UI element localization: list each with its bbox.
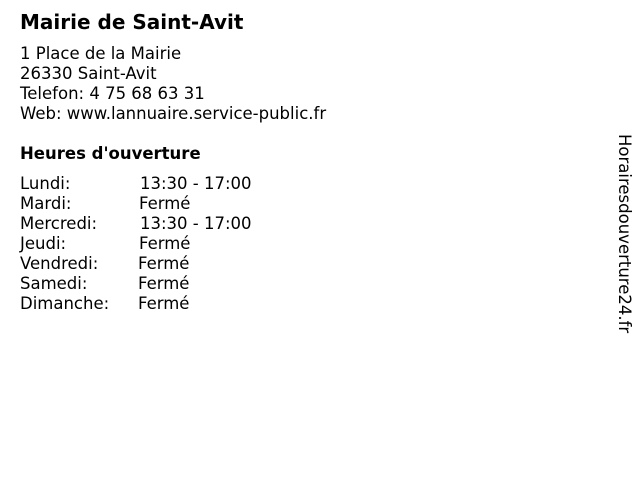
day-hours: Fermé xyxy=(139,234,191,253)
site-watermark: Horairesdouverture24.fr xyxy=(615,134,634,334)
page-title: Mairie de Saint-Avit xyxy=(20,10,244,34)
postal-city: 26330 Saint-Avit xyxy=(20,64,157,83)
day-hours: 13:30 - 17:00 xyxy=(140,174,252,193)
website: Web: www.lannuaire.service-public.fr xyxy=(20,104,327,123)
hours-row-saturday xyxy=(20,274,320,294)
address-block xyxy=(20,44,326,124)
day-label: Vendredi: xyxy=(20,254,99,273)
phone-number: Telefon: 4 75 68 63 31 xyxy=(20,84,205,103)
day-label: Mercredi: xyxy=(20,214,98,233)
hours-row-thursday xyxy=(20,234,320,254)
day-hours: Fermé xyxy=(138,294,190,313)
hours-row-monday xyxy=(20,174,320,194)
hours-row-wednesday xyxy=(20,214,320,234)
street-address: 1 Place de la Mairie xyxy=(20,44,182,63)
hours-row-sunday xyxy=(20,294,320,314)
day-label: Lundi: xyxy=(20,174,71,193)
day-label: Dimanche: xyxy=(20,294,110,313)
hours-row-tuesday xyxy=(20,194,320,214)
day-hours: Fermé xyxy=(138,254,190,273)
day-label: Samedi: xyxy=(20,274,88,293)
opening-hours-list xyxy=(20,174,320,314)
day-hours: 13:30 - 17:00 xyxy=(140,214,252,233)
day-label: Jeudi: xyxy=(20,234,67,253)
day-hours: Fermé xyxy=(138,274,190,293)
day-hours: Fermé xyxy=(139,194,191,213)
hours-row-friday xyxy=(20,254,320,274)
day-label: Mardi: xyxy=(20,194,72,213)
hours-heading: Heures d'ouverture xyxy=(20,144,201,163)
